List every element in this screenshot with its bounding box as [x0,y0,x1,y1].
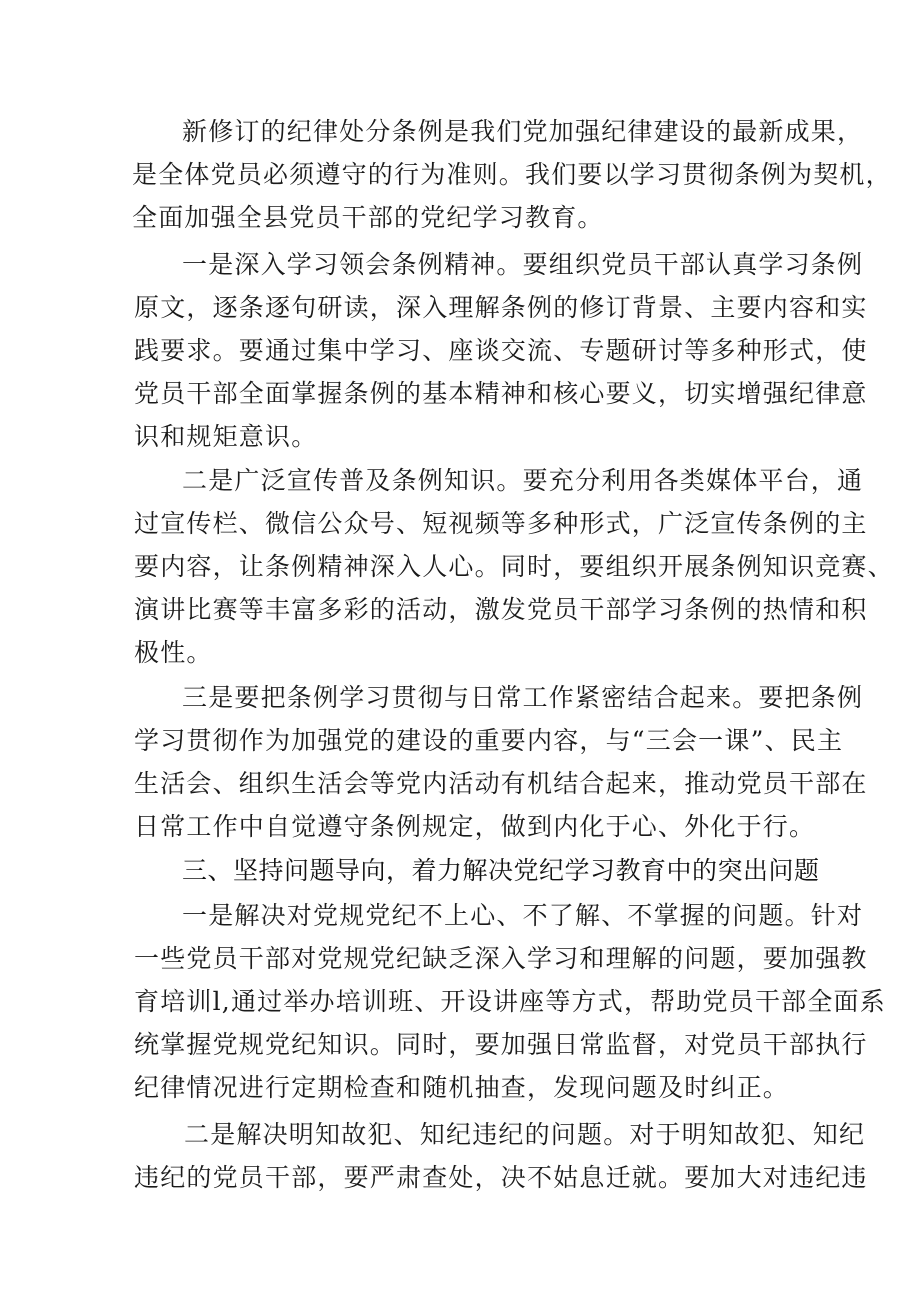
paragraph-3-line-3: 要内容，让条例精神深入人心。同时，要组织开展条例知识竞赛、 [134,552,894,581]
paragraph-2-line-3: 践要求。要通过集中学习、座谈交流、专题研讨等多种形式，使 [134,336,868,365]
paragraph-6-line-2: 违纪的党员干部，要严肃查处，决不姑息迁就。要加大对违纪违 [134,1163,868,1192]
paragraph-3-line-1: 二是广泛宣传普及条例知识。要充分利用各类媒体平台，通 [182,466,864,495]
paragraph-2-line-2: 原文，逐条逐句研读，深入理解条例的修订背景、主要内容和实 [134,293,868,322]
section-heading: 三、坚持问题导向，着力解决党纪学习教育中的突出问题 [182,856,820,885]
paragraph-2-line-4: 党员干部全面掌握条例的基本精神和核心要义，切实增强纪律意 [134,379,868,408]
paragraph-3-line-5: 极性。 [134,638,213,667]
paragraph-3-line-4: 演讲比赛等丰富多彩的活动，激发党员干部学习条例的热情和积 [134,595,868,624]
paragraph-1-line-2: 是全体党员必须遵守的行为准则。我们要以学习贯彻条例为契机， [132,160,892,189]
paragraph-1-line-1: 新修订的纪律处分条例是我们党加强纪律建设的最新成果， [182,117,864,146]
paragraph-2-line-1: 一是深入学习领会条例精神。要组织党员干部认真学习条例 [182,250,864,279]
paragraph-5-line-4: 统掌握党规党纪知识。同时，要加强日常监督，对党员干部执行 [134,1030,868,1059]
paragraph-4-line-4: 日常工作中自觉遵守条例规定，做到内化于心、外化于行。 [134,812,816,841]
paragraph-4-line-3: 生活会、组织生活会等党内活动有机结合起来，推动党员干部在 [134,769,868,798]
paragraph-5-line-5: 纪律情况进行定期检查和随机抽查，发现问题及时纠正。 [134,1073,790,1102]
paragraph-4-line-1: 三是要把条例学习贯彻与日常工作紧密结合起来。要把条例 [182,683,864,712]
paragraph-5-line-2: 一些党员干部对党规党纪缺乏深入学习和理解的问题，要加强教 [134,944,868,973]
paragraph-5-line-1: 一是解决对党规党纪不上心、不了解、不掌握的问题。针对 [182,901,864,930]
paragraph-2-line-5: 识和规矩意识。 [134,422,318,451]
paragraph-6-line-1: 二是解决明知故犯、知纪违纪的问题。对于明知故犯、知纪 [184,1120,866,1149]
paragraph-3-line-2: 过宣传栏、微信公众号、短视频等多种形式，广泛宣传条例的主 [134,509,868,538]
paragraph-4-line-2: 学习贯彻作为加强党的建设的重要内容，与“三会一课”、民主 [134,726,844,755]
paragraph-1-line-3: 全面加强全县党员干部的党纪学习教育。 [132,203,604,232]
paragraph-5-line-3: 育培训l,通过举办培训班、开设讲座等方式，帮助党员干部全面系 [134,987,886,1016]
